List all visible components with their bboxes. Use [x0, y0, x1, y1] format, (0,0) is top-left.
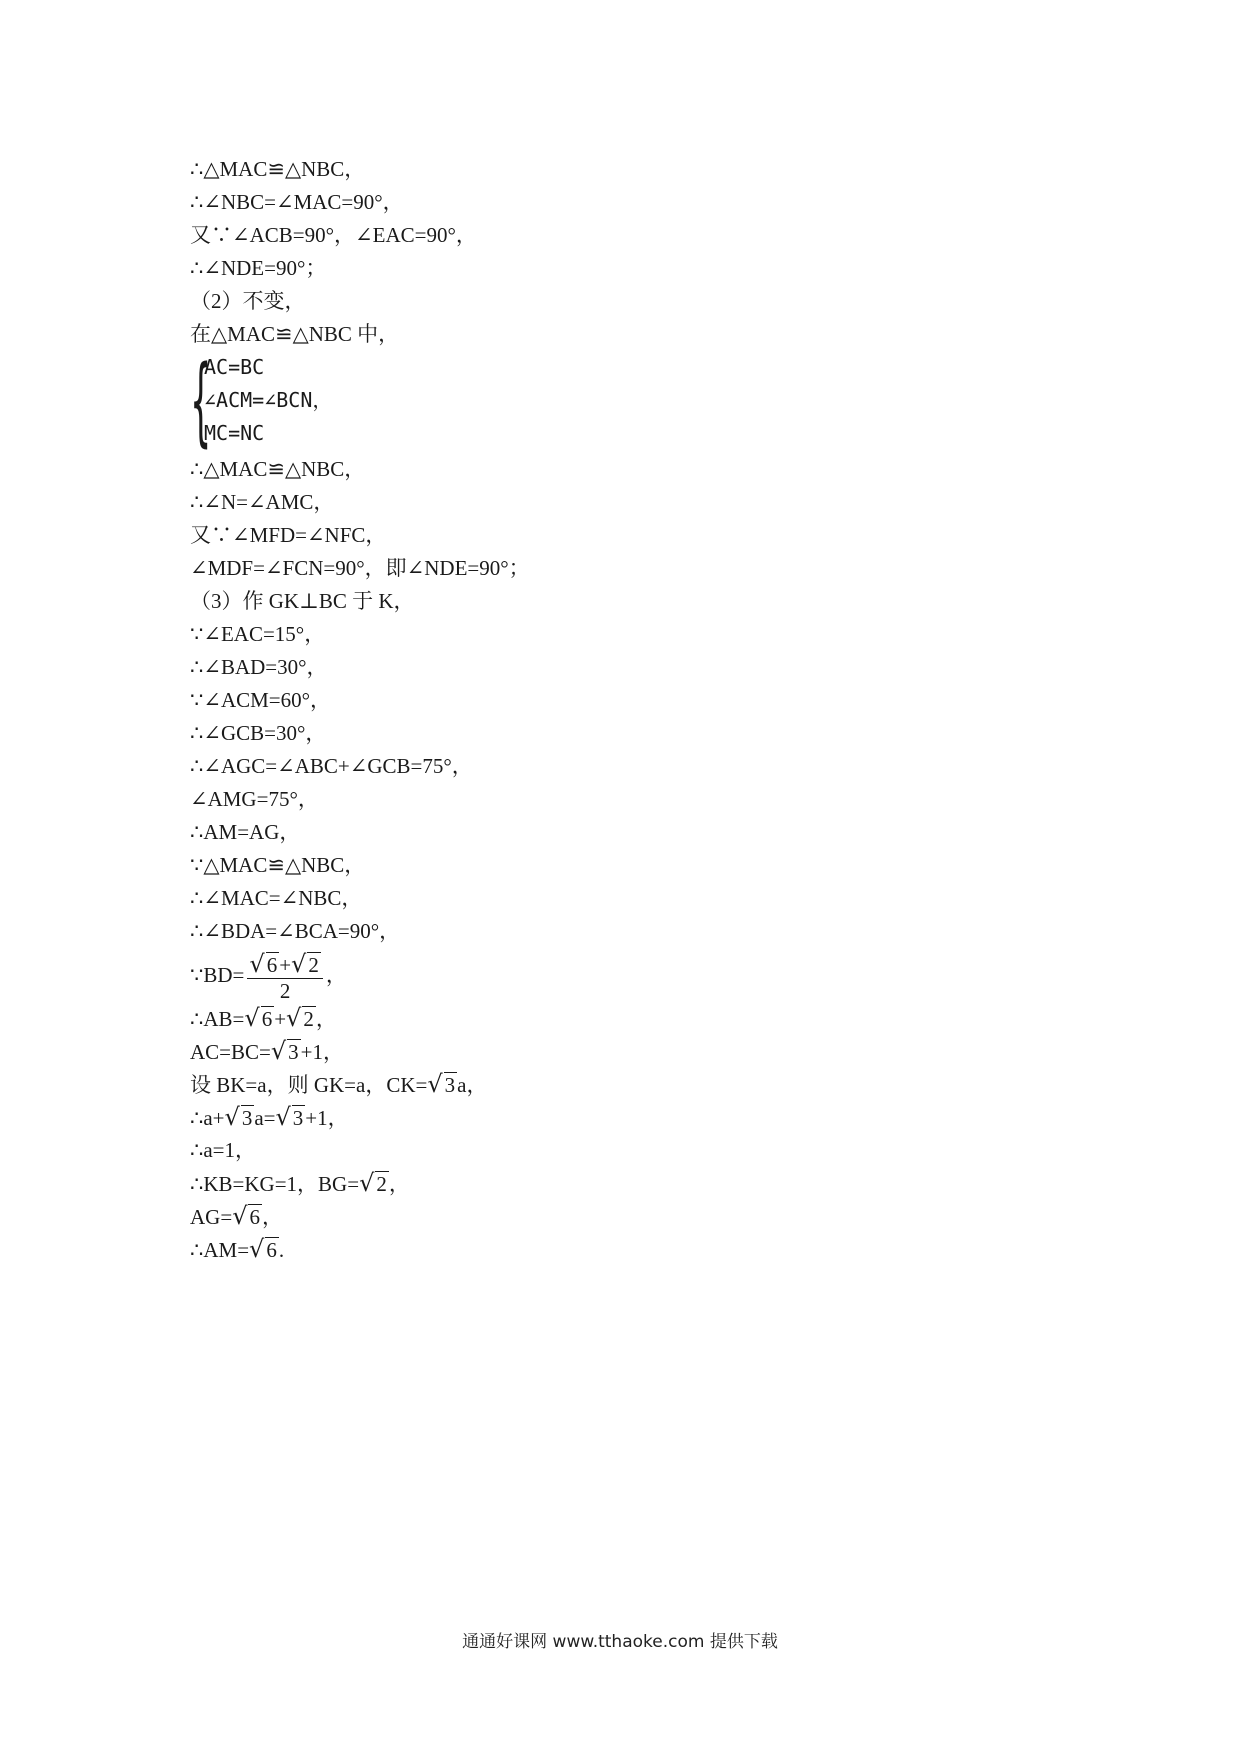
kb-equation: [190, 1167, 1090, 1200]
radical-icon: √: [275, 1103, 291, 1131]
text-line: ∴△MAC≌△NBC，: [190, 157, 366, 181]
text-line: ∴△MAC≌△NBC，: [190, 457, 366, 481]
text-line: 在△MAC≌△NBC 中，: [190, 322, 400, 346]
system-line: ∠ACM=∠BCN，: [204, 388, 333, 412]
radicand: 3: [288, 1040, 299, 1064]
radicand: 6: [266, 1238, 277, 1262]
bk-prefix: 设 BK=a，则 GK=a，CK=: [190, 1073, 428, 1097]
denominator: 2: [279, 979, 291, 1004]
ag-equation: [190, 1200, 1090, 1233]
text-line: ∵∠ACM=60°，: [190, 688, 332, 712]
bk-suffix: a，: [457, 1073, 488, 1097]
radical-icon: √: [270, 1037, 287, 1065]
radicand: 2: [376, 1172, 387, 1196]
radical-icon: √: [359, 1169, 375, 1197]
ac-prefix: AC=BC=: [190, 1040, 271, 1064]
am-suffix: .: [278, 1238, 285, 1262]
a-mid: a=: [254, 1106, 276, 1130]
radical-icon: √: [249, 1235, 265, 1263]
radical-icon: √: [291, 950, 307, 979]
kb-prefix: ∴KB=KG=1，BG=: [190, 1172, 360, 1196]
radical-icon: √: [244, 1004, 260, 1032]
text-line: ∴∠NDE=90°；: [190, 256, 327, 280]
ab-equation: [190, 1002, 1090, 1035]
am-equation: [190, 1233, 1090, 1266]
radicand: 3: [241, 1106, 253, 1130]
radicand: 2: [308, 953, 319, 978]
radicand: 2: [303, 1007, 314, 1031]
bd-suffix: ，: [325, 963, 347, 987]
solution-text: [190, 153, 1090, 1266]
text-line: ∴∠MAC=∠NBC，: [190, 886, 363, 910]
page-footer: 通通好课网 www.tthaoke.com 提供下载: [462, 1632, 778, 1652]
plus-sign: +: [274, 1007, 287, 1031]
plus-sign: +: [279, 953, 292, 978]
radicand: 6: [261, 1007, 273, 1031]
text-line: ∴∠GCB=30°，: [190, 721, 327, 745]
ab-suffix: ，: [315, 1007, 337, 1031]
ag-suffix: ，: [261, 1205, 283, 1229]
system-line: AC=BC: [204, 355, 265, 379]
kb-suffix: ，: [388, 1172, 410, 1196]
text-line: ∵∠EAC=15°，: [190, 622, 326, 646]
text-line: ∴∠BDA=∠BCA=90°，: [190, 919, 401, 943]
text-line: ∴∠AGC=∠ABC+∠GCB=75°，: [190, 754, 473, 778]
text-line: （3）作 GK⊥BC 于 K，: [190, 589, 415, 613]
system-line: MC=NC: [204, 421, 265, 445]
radical-icon: √: [427, 1070, 443, 1098]
am-prefix: ∴AM=: [190, 1238, 250, 1262]
text-line: ∴a=1，: [190, 1138, 257, 1162]
radicand: 6: [266, 953, 278, 978]
text-line: ∠AMG=75°，: [190, 787, 319, 811]
text-line: ∴∠NBC=∠MAC=90°，: [190, 190, 404, 214]
text-line: ∴AM=AG，: [190, 820, 301, 844]
bd-prefix: ∵BD=: [190, 963, 245, 987]
equation-system: [190, 345, 1090, 457]
radicand: 3: [444, 1073, 456, 1097]
bk-equation: [190, 1068, 1090, 1101]
text-line: ∵△MAC≌△NBC，: [190, 853, 366, 877]
a-equation: [190, 1101, 1090, 1134]
text-line: 又∵∠MFD=∠NFC，: [190, 523, 387, 547]
ag-prefix: AG=: [190, 1205, 233, 1229]
text-line: ∴∠BAD=30°，: [190, 655, 328, 679]
ac-equation: [190, 1035, 1090, 1068]
a-prefix: ∴a+: [190, 1106, 225, 1130]
radical-icon: √: [249, 950, 265, 979]
text-line: ∠MDF=∠FCN=90°，即∠NDE=90°；: [190, 556, 530, 580]
radical-icon: √: [286, 1004, 302, 1032]
radical-icon: √: [224, 1103, 240, 1131]
radicand: 3: [292, 1106, 304, 1130]
left-brace-icon: {: [190, 345, 212, 457]
fraction: [247, 951, 322, 1003]
ac-suffix: +1，: [300, 1040, 345, 1064]
text-line: ∴∠N=∠AMC，: [190, 490, 335, 514]
a-suffix: +1，: [305, 1106, 349, 1130]
radical-icon: √: [232, 1202, 248, 1230]
ab-prefix: ∴AB=: [190, 1007, 245, 1031]
text-line: 又∵∠ACB=90°，∠EAC=90°，: [190, 223, 477, 247]
bd-equation: [190, 948, 1090, 1002]
text-line: （2）不变，: [190, 289, 306, 313]
radicand: 6: [249, 1205, 260, 1229]
